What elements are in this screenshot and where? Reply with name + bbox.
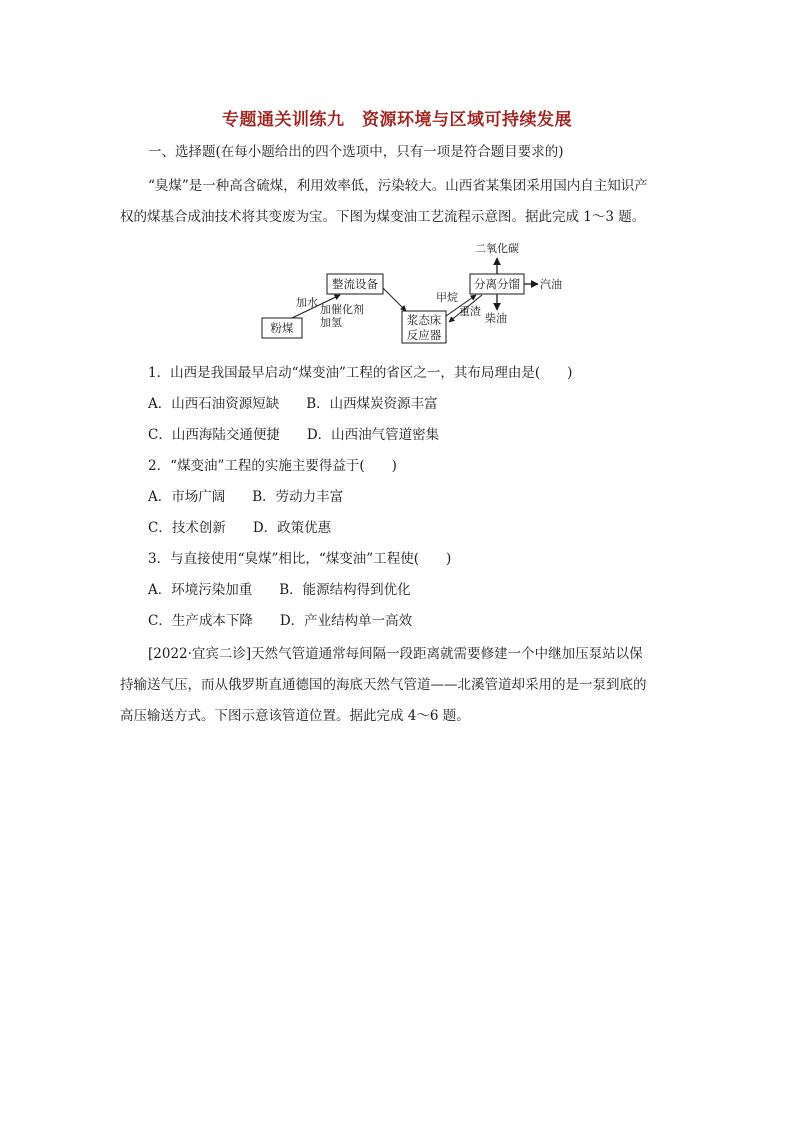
intro-text-line: “臭煤”是一种高含硫煤，利用效率低，污染较大。山西省某集团采用国内自主知识产 — [148, 178, 648, 194]
question-1-options: C．山西海陆交通便捷 D．山西油气管道密集 — [148, 427, 440, 443]
label-jiashui: 加水 — [296, 296, 318, 309]
arrow-zhengliu-to-jiangtai — [383, 288, 406, 311]
question-2-options: A．市场广阔 B．劳动力丰富 — [148, 489, 344, 505]
section2-intro-line: [2022·宜宾二诊]天然气管道通常每间隔一段距离就需要修建一个中继加压泵站以保 — [148, 646, 643, 662]
section2-intro-line: 高压输送方式。下图示意该管道位置。据此完成 4～6 题。 — [120, 708, 470, 724]
section-heading: 一、选择题(在每小题给出的四个选项中，只有一项是符合题目要求的) — [148, 144, 564, 160]
label-chaiyou: 柴油 — [485, 312, 507, 325]
question-1-stem: 1．山西是我国最早启动“煤变油”工程的省区之一，其布局理由是( ) — [148, 365, 573, 381]
box-label-fenli: 分离分馏 — [474, 277, 520, 291]
question-1-options: A．山西石油资源短缺 B．山西煤炭资源丰富 — [148, 396, 438, 412]
page-title: 专题通关训练九 资源环境与区域可持续发展 — [222, 110, 572, 130]
coal-to-oil-flow-diagram — [240, 238, 580, 350]
box-label-zhengliu: 整流设备 — [332, 277, 378, 291]
section2-intro-line: 持输送气压，而从俄罗斯直通德国的海底天然气管道——北溪管道却采用的是一泵到底的 — [120, 677, 647, 693]
label-jiacuihuaji: 加催化剂 — [320, 303, 364, 316]
question-2-options: C．技术创新 D．政策优惠 — [148, 520, 332, 536]
intro-text-line: 权的煤基合成油技术将其变废为宝。下图为煤变油工艺流程示意图。据此完成 1～3 题。 — [120, 209, 646, 225]
question-2-stem: 2．“煤变油”工程的实施主要得益于( ) — [148, 458, 397, 474]
label-jiawan: 甲烷 — [436, 291, 458, 304]
label-eryanghuatan: 二氧化碳 — [475, 242, 519, 255]
box-label-jiangtai-1: 浆态床 — [406, 313, 442, 327]
box-label-jiangtai-2: 反应器 — [406, 328, 442, 342]
label-qiyou: 汽油 — [540, 278, 562, 291]
question-3-stem: 3．与直接使用“臭煤”相比，“煤变油”工程使( ) — [148, 551, 452, 567]
box-label-fenmei: 粉煤 — [270, 321, 294, 335]
question-3-options: A．环境污染加重 B．能源结构得到优化 — [148, 582, 411, 598]
label-jiaqing: 加氢 — [320, 316, 342, 329]
label-zhongzha: 重渣 — [459, 305, 481, 318]
question-3-options: C．生产成本下降 D．产业结构单一高效 — [148, 613, 413, 629]
